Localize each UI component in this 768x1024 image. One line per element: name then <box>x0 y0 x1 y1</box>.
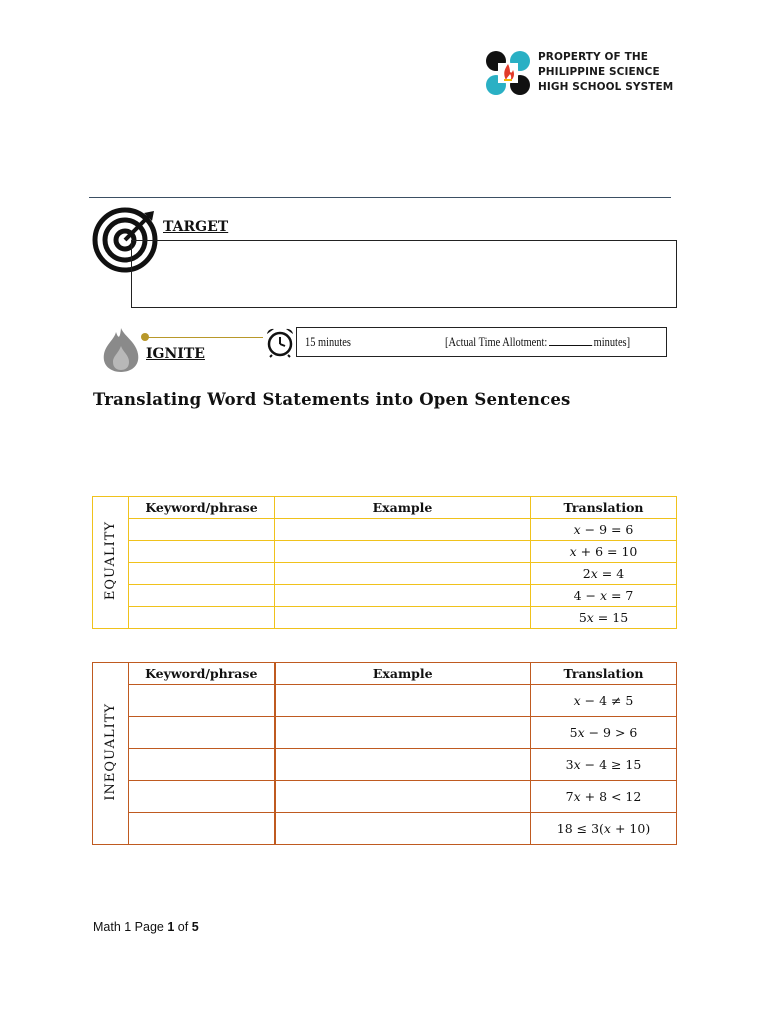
footer-of: of <box>174 920 192 934</box>
keyword-cell[interactable] <box>129 781 275 813</box>
table-row <box>93 519 677 541</box>
pshs-logo <box>484 50 674 96</box>
actual-time-blank[interactable] <box>549 334 592 346</box>
translation-cell: 7𝑥 + 8 < 12 <box>531 781 677 813</box>
keyword-cell[interactable] <box>129 813 275 845</box>
footer-prefix: Math 1 Page <box>93 920 168 934</box>
translation-cell: 𝑥 + 6 = 10 <box>531 541 677 563</box>
section-title: Translating Word Statements into Open Sentences <box>93 390 571 409</box>
pshs-emblem-icon <box>484 50 532 96</box>
keyword-cell[interactable] <box>129 519 275 541</box>
translation-cell: 5𝑥 − 9 > 6 <box>531 717 677 749</box>
example-cell[interactable] <box>275 607 531 629</box>
logo-line-1: PROPERTY OF THE <box>538 51 648 63</box>
translation-cell: 𝑥 − 4 ≠ 5 <box>531 685 677 717</box>
translation-cell: 18 ≤ 3(𝑥 + 10) <box>531 813 677 845</box>
actual-time-prefix: [Actual Time Allotment: <box>445 334 548 349</box>
ignite-label: IGNITE <box>146 346 205 362</box>
equality-header-keyword: Keyword/phrase <box>129 497 275 519</box>
example-cell[interactable] <box>275 563 531 585</box>
table-row <box>93 585 677 607</box>
translation-cell: 4 − 𝑥 = 7 <box>531 585 677 607</box>
flame-icon <box>100 326 142 378</box>
inequality-header-keyword: Keyword/phrase <box>129 663 275 685</box>
translation-cell: 5𝑥 = 15 <box>531 607 677 629</box>
inequality-header-example: Example <box>275 663 531 685</box>
keyword-cell[interactable] <box>129 563 275 585</box>
inequality-side-label: INEQUALITY <box>103 703 118 801</box>
keyword-cell[interactable] <box>129 685 275 717</box>
logo-line-2: PHILIPPINE SCIENCE <box>538 66 660 78</box>
example-cell[interactable] <box>275 749 531 781</box>
alarm-clock-icon <box>265 326 295 362</box>
example-cell[interactable] <box>275 541 531 563</box>
table-row <box>93 541 677 563</box>
footer-page-total: 5 <box>191 920 199 934</box>
time-allotment-box <box>296 327 667 357</box>
table-row <box>93 813 677 845</box>
table-row <box>93 685 677 717</box>
example-cell[interactable] <box>275 585 531 607</box>
example-cell[interactable] <box>275 781 531 813</box>
ignite-connector-dot <box>141 333 149 341</box>
logo-text <box>538 50 673 95</box>
target-box <box>131 240 677 308</box>
example-cell[interactable] <box>275 519 531 541</box>
equality-side-label: EQUALITY <box>103 521 118 601</box>
ignite-connector-line <box>145 337 263 338</box>
equality-header-translation: Translation <box>531 497 677 519</box>
keyword-cell[interactable] <box>129 749 275 781</box>
equality-table <box>92 496 677 629</box>
actual-time-suffix: minutes] <box>593 334 631 349</box>
table-row <box>93 781 677 813</box>
logo-line-3: HIGH SCHOOL SYSTEM <box>538 81 674 93</box>
keyword-cell[interactable] <box>129 541 275 563</box>
keyword-cell[interactable] <box>129 717 275 749</box>
example-cell[interactable] <box>275 813 531 845</box>
target-label: TARGET <box>163 219 229 235</box>
translation-cell: 2𝑥 = 4 <box>531 563 677 585</box>
table-row <box>93 717 677 749</box>
header-divider <box>89 197 671 198</box>
example-cell[interactable] <box>275 685 531 717</box>
keyword-cell[interactable] <box>129 607 275 629</box>
translation-cell: 3𝑥 − 4 ≥ 15 <box>531 749 677 781</box>
time-minutes: 15 minutes <box>305 334 351 349</box>
inequality-table <box>92 662 677 845</box>
table-row <box>93 749 677 781</box>
keyword-cell[interactable] <box>129 585 275 607</box>
page-footer <box>93 920 199 934</box>
translation-cell: 𝑥 − 9 = 6 <box>531 519 677 541</box>
equality-header-example: Example <box>275 497 531 519</box>
table-row <box>93 563 677 585</box>
example-cell[interactable] <box>275 717 531 749</box>
equality-side-label-cell <box>93 497 129 629</box>
inequality-header-translation: Translation <box>531 663 677 685</box>
inequality-side-label-cell <box>93 663 129 845</box>
table-row <box>93 607 677 629</box>
actual-time-allotment <box>445 334 630 350</box>
footer-page-number: 1 <box>167 920 175 934</box>
